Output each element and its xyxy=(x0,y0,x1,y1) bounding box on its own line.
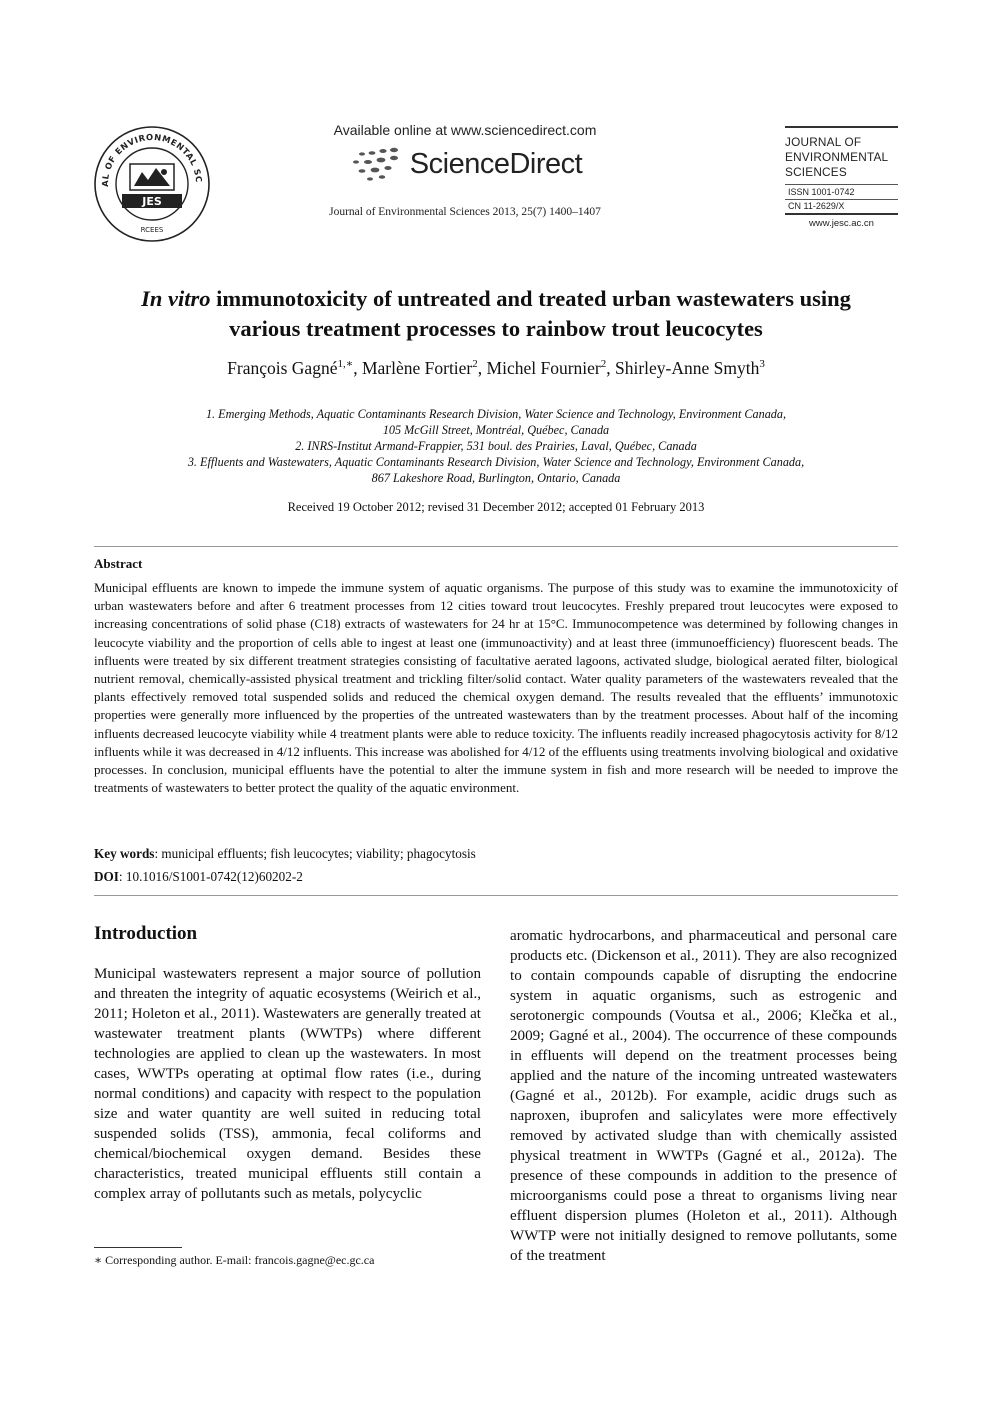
keywords xyxy=(94,846,476,862)
seal-bottom-text: RCEES xyxy=(140,226,164,234)
author-affil-mark: 3 xyxy=(759,358,765,370)
sciencedirect-wordmark: ScienceDirect xyxy=(409,147,583,180)
author-separator: , xyxy=(353,357,362,378)
journal-title-line: ENVIRONMENTAL xyxy=(785,150,889,164)
affiliation-line: 1. Emerging Methods, Aquatic Contaminants Research Division, Water Science and Technology, Environment Canada, xyxy=(205,407,787,421)
title-italic: In vitro xyxy=(141,286,211,311)
body-column-left: Municipal wastewaters represent a major source of pollution and threaten the integrity of aquatic ecosystems (Weirich et al., 2011; Holeton et al., 2011). Wastewaters are generally treated at wastewater treatment plants (WWTPs) where different technologies are applied to clean up the wastewaters. In most cases, WWTPs operating at optimal flow rates (i.e., during normal conditions) and capacity with respect to the population size and water quantity are well suited in reducing total suspended solids (TSS), ammonia, fecal coliforms and chemical/biochemical oxygen demand. Besides these characteristics, treated municipal effluents still contain a complex array of pollutants such as metals, polycyclic xyxy=(94,966,481,1202)
journal-citation: Journal of Environmental Sciences 2013, 25(7) 1400–1407 xyxy=(329,206,601,218)
footnote-divider xyxy=(94,1247,182,1248)
seal-ring-text: AL OF ENVIRONMENTAL SC xyxy=(99,131,205,187)
doi-label: DOI xyxy=(94,869,119,884)
author-name: François Gagné xyxy=(227,357,338,378)
author-name: Michel Fournier xyxy=(486,357,601,378)
author-affil-mark: 2 xyxy=(472,358,478,370)
title-line-2: various treatment processes to rainbow trout leucocytes xyxy=(229,316,763,341)
abstract-text: Municipal effluents are known to impede the immune system of aquatic organisms. The purpose of this study was to examine the immunotoxicity of urban wastewaters before and after 6 treatment processes from 12 cities toward trout leucocytes. Freshly prepared trout leucocytes were exposed to increasing concentrations of solid phase (C18) extracts of wastewaters for 24 hr at 15°C. Immunocompetence was determined by following changes in leucocyte viability and the proportion of cells able to ingest at least one (immunoactivity) and at least three (immunoefficiency) fluorescent beads. The influents were treated by six different treatment strategies consisting of facultative aerated lagoons, activated sludge, biological aerated filter, biological nutrient removal, chemically-assisted physical treatment and trickling filter/solid contact. Water quality parameters of the wastewaters revealed that the plants effectively removed total suspended solids and reduced the chemical oxygen demand. The results revealed that the effluents’ immunotoxic properties were generally more influenced by the properties of the untreated wastewaters than by the treatment processes. About half of the incoming influents decreased leucocyte viability while 4 treatment plants were able to reduce toxicity. The influents readily increased phagocytosis activity for 8/12 influents while it was decreased in 4/12 influents. This increase was abolished for 4/12 of the effluents using treatments involving biological and oxidative processes. In conclusion, municipal effluents have the potential to alter the immune system in fish and more research will be needed to improve the treatments of wastewaters to better protect the quality of the aquatic environment. xyxy=(94,580,898,796)
author-separator: , xyxy=(606,357,615,378)
affiliations xyxy=(60,406,932,486)
author-separator: , xyxy=(477,357,487,378)
journal-title-line: SCIENCES xyxy=(785,165,847,179)
sciencedirect-dots-icon xyxy=(348,144,408,184)
doi-value[interactable]: : 10.1016/S1001-0742(12)60202-2 xyxy=(118,869,303,884)
affiliation-line: 3. Effluents and Wastewaters, Aquatic Contaminants Research Division, Water Science and Technology, Environment Canada, xyxy=(187,455,805,469)
journal-cn: CN 11-2629/X xyxy=(788,201,845,211)
section-heading-introduction: Introduction xyxy=(94,923,198,944)
author-affil-mark: 2 xyxy=(600,358,607,370)
header-center xyxy=(300,120,630,218)
received-dates: Received 19 October 2012; revised 31 December 2012; accepted 01 February 2013 xyxy=(287,500,705,514)
author-name: Shirley-Anne Smyth xyxy=(614,357,760,378)
seal-badge-text: JES xyxy=(142,195,162,208)
author-list xyxy=(60,357,932,379)
keywords-label: Key words xyxy=(94,846,155,861)
journal-title-line: JOURNAL OF xyxy=(785,135,862,149)
divider xyxy=(785,126,898,128)
body-column-right: aromatic hydrocarbons, and pharmaceutical and personal care products etc. (Dickenson et al., 2011). They are also recognized to contain compounds capable of disrupting the endocrine system in aquatic organisms, such as estrogenic and serotonergic compounds (Voutsa et al., 2006; Klečka et al., 2009; Gagné et al., 2004). The occurrence of these compounds in effluents will depend on the treatment processes being applied and the nature of the incoming untreated wastewaters (Gagné et al., 2012b). For example, acidic drugs such as naproxen, ibuprofen and salicylates were more effectively removed by activated sludge than with chemically assisted physical treatment in WWTPs (Gagné et al., 2012a). The presence of these compounds in addition to the presence of microorganisms could pose a threat to organisms living near effluent dispersion plumes (Holeton et al., 2011). Although WWTP were not initially designed to remove pollutants, some of the treatment xyxy=(510,928,897,1264)
abstract-heading: Abstract xyxy=(94,556,143,571)
author-affil-mark: 1,∗ xyxy=(337,358,354,370)
journal-seal-logo xyxy=(92,124,212,244)
journal-issn: ISSN 1001-0742 xyxy=(788,187,855,197)
article-title xyxy=(60,284,932,344)
affiliation-line: 105 McGill Street, Montréal, Québec, Canada xyxy=(382,423,610,437)
journal-title-box xyxy=(785,135,898,180)
corresponding-author-footnote: ∗ Corresponding author. E-mail: francois.gagne@ec.gc.ca xyxy=(94,1253,375,1267)
divider xyxy=(94,546,898,547)
divider xyxy=(94,895,898,896)
title-line-1: immunotoxicity of untreated and treated urban wastewaters using xyxy=(210,286,851,311)
sciencedirect-logo[interactable] xyxy=(300,144,630,184)
journal-website-link[interactable]: www.jesc.ac.cn xyxy=(809,218,874,229)
keywords-list: : municipal effluents; fish leucocytes; viability; phagocytosis xyxy=(154,846,476,861)
affiliation-line: 2. INRS-Institut Armand-Frappier, 531 boul. des Prairies, Laval, Québec, Canada xyxy=(295,439,697,453)
available-online-link[interactable]: Available online at www.sciencedirect.com xyxy=(333,122,597,138)
author-name: Marlène Fortier xyxy=(361,357,473,378)
affiliation-line: 867 Lakeshore Road, Burlington, Ontario, Canada xyxy=(371,471,621,485)
journal-info-box xyxy=(785,126,898,229)
doi xyxy=(94,869,303,885)
